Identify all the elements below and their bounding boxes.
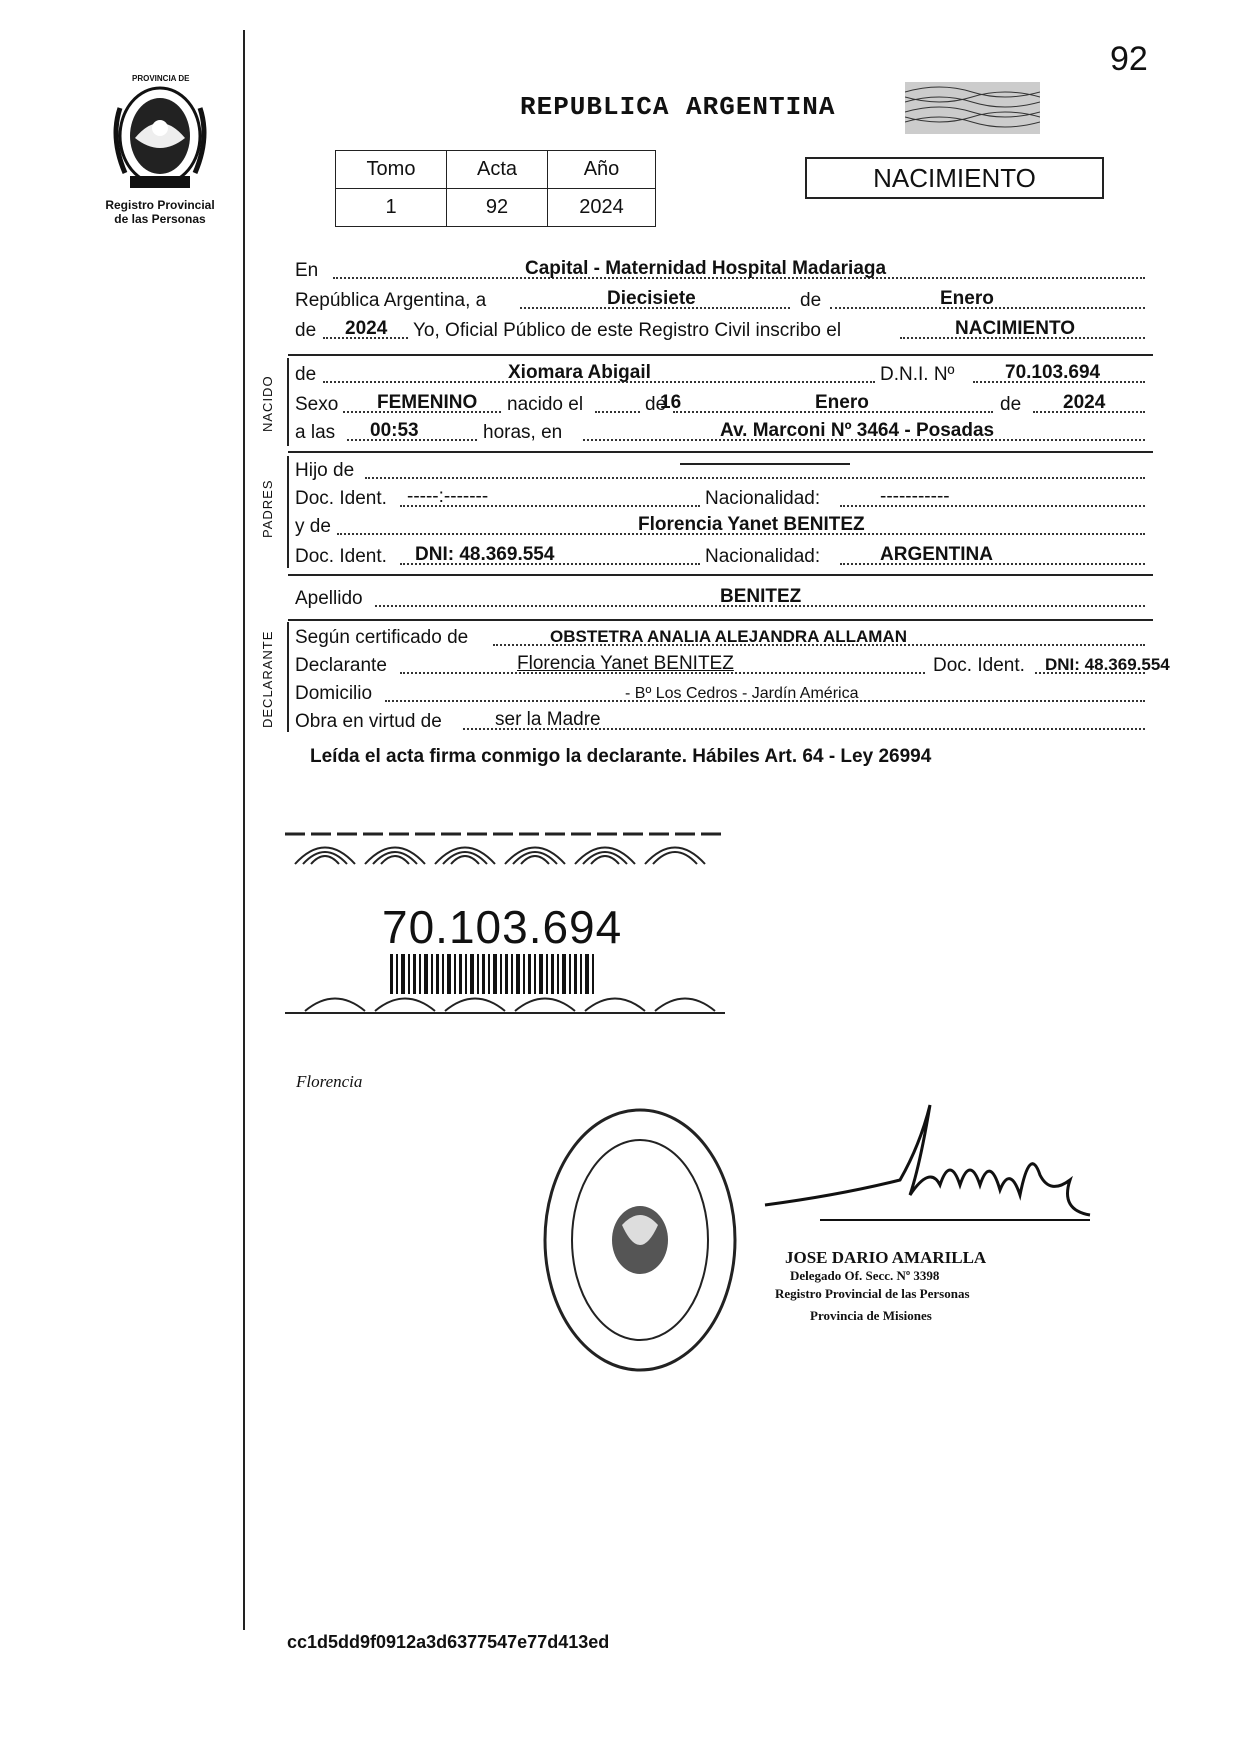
row-hijo: Hijo de [295,458,1150,484]
padres-bar [287,456,289,568]
row-de-year: de 2024 Yo, Oficial Público de este Registro Civil inscribo el NACIMIENTO [295,318,1150,344]
acta-label: Acta [447,151,548,189]
seal-text-top: PROVINCIA DE [132,74,190,83]
anio-value: 2024 [548,189,656,227]
record-table [335,150,656,227]
security-pattern-icon [905,82,1040,134]
tomo-value: 1 [336,189,447,227]
officer-name: JOSE DARIO AMARILLA [785,1248,987,1267]
acta-value: 92 [447,189,548,227]
row-nacido-name: de Xiomara Abigail D.N.I. Nº 70.103.694 [295,362,1150,388]
row-domicilio: Domicilio - Bº Los Cedros - Jardín América [295,681,1150,707]
row-apellido: Apellido BENITEZ [295,586,1150,612]
page-number: 92 [1110,40,1148,78]
left-margin-line [243,30,245,1630]
tomo-label: Tomo [336,151,447,189]
org-name: Registro Provincial de las Personas [105,198,215,226]
anio-label: Año [548,151,656,189]
officer-org: Registro Provincial de las Personas [775,1286,970,1301]
row-obra: Obra en virtud de ser la Madre [295,709,1150,735]
row-madre: y de Florencia Yanet BENITEZ [295,514,1150,540]
section-declarante: DECLARANTE [260,630,275,728]
dni-strip-number: 70.103.694 [382,901,623,953]
closing-statement: Leída el acta firma conmigo la declarante. Hábiles Art. 64 - Ley 26994 [310,746,932,767]
row-declarante: Declarante Florencia Yanet BENITEZ Doc. Ident. DNI: 48.369.554 [295,653,1170,676]
document-hash: cc1d5dd9f0912a3d6377547e77d413ed [287,1632,610,1652]
record-type-box: NACIMIENTO [805,157,1104,199]
divider [288,354,1153,356]
official-stamp-icon [540,1105,740,1375]
declarante-bar [287,622,289,732]
country-title: REPUBLICA ARGENTINA [520,92,836,122]
row-en: En Capital - Maternidad Hospital Madariaga [295,258,1150,284]
divider [288,619,1153,621]
handwritten-note: Florencia [296,1072,363,1091]
signature-icon [760,1085,1100,1255]
section-nacido: NACIDO [260,375,275,432]
row-doc2: Doc. Ident. DNI: 48.369.554 Nacionalidad: ARGENTINA [295,544,1150,570]
officer-province: Provincia de Misiones [810,1308,932,1323]
row-hora: a las 00:53 horas, en Av. Marconi Nº 3464 - Posadas [295,420,1150,446]
nacido-bar [287,358,289,446]
province-seal-icon [100,78,220,198]
row-certificado: Según certificado de OBSTETRA ANALIA ALEJANDRA ALLAMAN [295,625,1150,651]
row-doc1: Doc. Ident. -----:------- Nacionalidad: ----------- [295,486,1150,512]
row-republica: República Argentina, a Diecisiete de Enero [295,288,1150,314]
section-padres: PADRES [260,479,275,538]
officer-role: Delegado Of. Secc. Nº 3398 [790,1268,940,1283]
row-sexo: Sexo FEMENINO nacido el 16 de Enero de 2024 [295,392,1150,418]
divider [288,451,1153,453]
divider [288,574,1153,576]
